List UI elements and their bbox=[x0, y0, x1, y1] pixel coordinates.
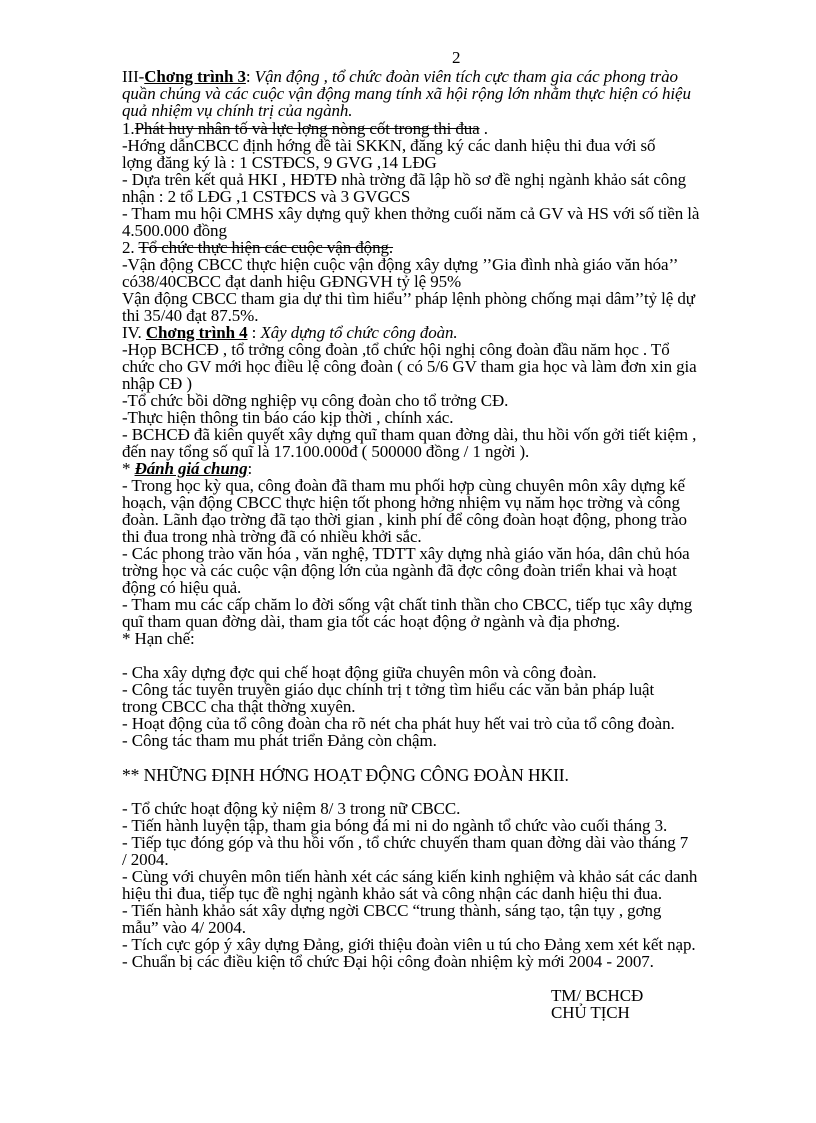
section-2-number: 2. bbox=[122, 238, 139, 257]
program-4-colon: : bbox=[247, 323, 261, 342]
orientations-line: - Tích cực góp ý xây dựng Đảng, giới thiệu đoàn viên u tú cho Đảng xem xét kết nạp. bbox=[122, 935, 696, 954]
section-1-tail: . bbox=[479, 119, 488, 138]
program-4-prefix: IV. bbox=[122, 323, 146, 342]
evaluation-heading bbox=[122, 460, 252, 477]
evaluation-line: trờng học và các cuộc vận động lớn của ngành đã đợc công đoàn triển khai và hoạt bbox=[122, 561, 677, 580]
program-4-line: -Thực hiện thông tin báo cáo kịp thời , chính xác. bbox=[122, 408, 454, 427]
section-1-line: lợng đăng ký là : 1 CSTĐCS, 9 GVG ,14 LĐG bbox=[122, 153, 437, 172]
orientations-line: - Tổ chức hoạt động kỷ niệm 8/ 3 trong nữ CBCC. bbox=[122, 799, 461, 818]
program-3-heading: Chơng trình 3 bbox=[144, 67, 246, 86]
program-3-description: Vận động , tổ chức đoàn viên tích cực tham gia các phong trào bbox=[254, 67, 678, 86]
program-4-line: đến nay tổng số quĩ là 17.100.000đ ( 500000 đồng / 1 ngời ). bbox=[122, 442, 530, 461]
evaluation-line: thi đua trong nhà trờng đã có nhiều khởi sắc. bbox=[122, 527, 422, 546]
limitations-line: - Cha xây dựng đợc qui chế hoạt động giữa chuyên môn và công đoàn. bbox=[122, 663, 597, 682]
section-1-heading bbox=[122, 120, 488, 137]
section-2-line: thi 35/40 đạt 87.5%. bbox=[122, 306, 259, 325]
program-4-line: -Tổ chức bồi dỡng nghiệp vụ công đoàn cho tổ trởng CĐ. bbox=[122, 391, 509, 410]
program-4-line: - BCHCĐ đã kiên quyết xây dựng quĩ tham quan đờng dài, thu hồi vốn gởi tiết kiệm , bbox=[122, 425, 697, 444]
page-number: 2 bbox=[452, 48, 461, 67]
section-1-line: nhận : 2 tổ LĐG ,1 CSTĐCS và 3 GVGCS bbox=[122, 187, 411, 206]
section-2-line: Vận động CBCC tham gia dự thi tìm hiểu’’ pháp lệnh phòng chống mại dâm’’tỷ lệ dự bbox=[122, 289, 695, 308]
program-3-line-3: quả nhiệm vụ chính trị của ngành. bbox=[122, 101, 353, 120]
evaluation-line: đoàn. Lãnh đạo trờng đã tạo thời gian , kinh phí để công đoàn hoạt động, phong trào bbox=[122, 510, 687, 529]
orientations-line: - Tiếp tục đóng góp và thu hồi vốn , tổ chức chuyến tham quan đờng dài vào tháng 7 bbox=[122, 833, 689, 852]
program-4-line: chức cho GV mới học điều lệ công đoàn ( có 5/6 GV tham gia học và làm đơn xin gia bbox=[122, 357, 697, 376]
limitations-line: - Công tác tuyên truyền giáo dục chính trị t tởng tìm hiểu các văn bản pháp luật bbox=[122, 680, 655, 699]
program-4-line: -Họp BCHCĐ , tổ trởng công đoàn ,tổ chức hội nghị công đoàn đầu năm học . Tổ bbox=[122, 340, 670, 359]
evaluation-line: quĩ tham quan đờng dài, tham gia tốt các hoạt động ở ngành và địa phơng. bbox=[122, 612, 621, 631]
evaluation-line: - Các phong trào văn hóa , văn nghệ, TDTT xây dựng nhà giáo văn hóa, dân chủ hóa bbox=[122, 544, 690, 563]
signature-role: CHỦ TỊCH bbox=[551, 1003, 630, 1022]
limitations-heading: * Hạn chế: bbox=[122, 629, 195, 648]
section-2-line: có38/40CBCC đạt danh hiệu GĐNGVH tỷ lệ 95% bbox=[122, 272, 462, 291]
orientations-line: mẫu” vào 4/ 2004. bbox=[122, 918, 246, 937]
section-2-title: Tổ chức thực hiện các cuộc vận động. bbox=[138, 238, 394, 257]
section-2-line: -Vận động CBCC thực hiện cuộc vận động xây dựng ’’Gia đình nhà giáo văn hóa’’ bbox=[122, 255, 679, 274]
section-1-line: -Hớng dẫnCBCC định hớng đề tài SKKN, đăng ký các danh hiệu thi đua với số bbox=[122, 136, 656, 155]
orientations-line: - Chuẩn bị các điều kiện tổ chức Đại hội công đoàn nhiệm kỳ mới 2004 - 2007. bbox=[122, 952, 654, 971]
limitations-line: - Hoạt động của tổ công đoàn cha rõ nét cha phát huy hết vai trò của tổ công đoàn. bbox=[122, 714, 675, 733]
signature-title: TM/ BCHCĐ bbox=[551, 986, 644, 1005]
evaluation-colon: : bbox=[247, 459, 253, 478]
section-2-heading bbox=[122, 239, 393, 256]
program-3-line-2: quần chúng và các cuộc vận động mang tính xã hội rộng lớn nhằm thực hiện có hiệu bbox=[122, 84, 691, 103]
program-3-prefix: III- bbox=[122, 67, 145, 86]
program-4-description: Xây dựng tổ chức công đoàn. bbox=[260, 323, 458, 342]
section-1-line: - Tham mu hội CMHS xây dựng quỹ khen thởng cuối năm cả GV và HS với số tiền là bbox=[122, 204, 700, 223]
program-3-colon: : bbox=[245, 67, 255, 86]
section-1-line: 4.500.000 đồng bbox=[122, 221, 227, 240]
section-1-line: - Dựa trên kết quả HKI , HĐTĐ nhà trờng đã lập hồ sơ đề nghị ngành khảo sát công bbox=[122, 170, 686, 189]
section-1-number: 1. bbox=[122, 119, 135, 138]
section-1-title: Phát huy nhân tố và lực lợng nòng cốt trong thi đua bbox=[134, 119, 480, 138]
limitations-line: trong CBCC cha thật thờng xuyên. bbox=[122, 697, 356, 716]
orientations-line: - Cùng với chuyên môn tiến hành xét các sáng kiến kinh nghiệm và khảo sát các danh bbox=[122, 867, 698, 886]
orientations-line: - Tiến hành khảo sát xây dựng ngời CBCC “trung thành, sáng tạo, tận tụy , gơng bbox=[122, 901, 662, 920]
program-4-title: Chơng trình 4 bbox=[145, 323, 248, 342]
orientations-line: / 2004. bbox=[122, 850, 169, 869]
orientations-line: - Tiến hành luyện tập, tham gia bóng đá mi ni do ngành tổ chức vào cuối tháng 3. bbox=[122, 816, 668, 835]
program-4-heading bbox=[122, 324, 458, 341]
evaluation-line: - Trong học kỳ qua, công đoàn đã tham mu phối hợp cùng chuyên môn xây dựng kế bbox=[122, 476, 685, 495]
evaluation-line: hoạch, vận động CBCC thực hiện tốt phong hởng nhiệm vụ năm học trờng và công bbox=[122, 493, 680, 512]
orientations-line: hiệu thi đua, tiếp tục đề nghị ngành khảo sát và công nhận các danh hiệu thi đua. bbox=[122, 884, 662, 903]
evaluation-star: * bbox=[122, 459, 135, 478]
orientations-heading: ** NHỮNG ĐỊNH HỚNG HOẠT ĐỘNG CÔNG ĐOÀN HKII. bbox=[122, 765, 569, 785]
evaluation-line: động có hiệu quả. bbox=[122, 578, 242, 597]
program-4-line: nhập CĐ ) bbox=[122, 374, 192, 393]
program-3-line-1 bbox=[122, 68, 678, 85]
limitations-line: - Công tác tham mu phát triển Đảng còn chậm. bbox=[122, 731, 437, 750]
evaluation-line: - Tham mu các cấp chăm lo đời sống vật chất tinh thần cho CBCC, tiếp tục xây dựng bbox=[122, 595, 693, 614]
evaluation-title: Đánh giá chung bbox=[134, 459, 248, 478]
